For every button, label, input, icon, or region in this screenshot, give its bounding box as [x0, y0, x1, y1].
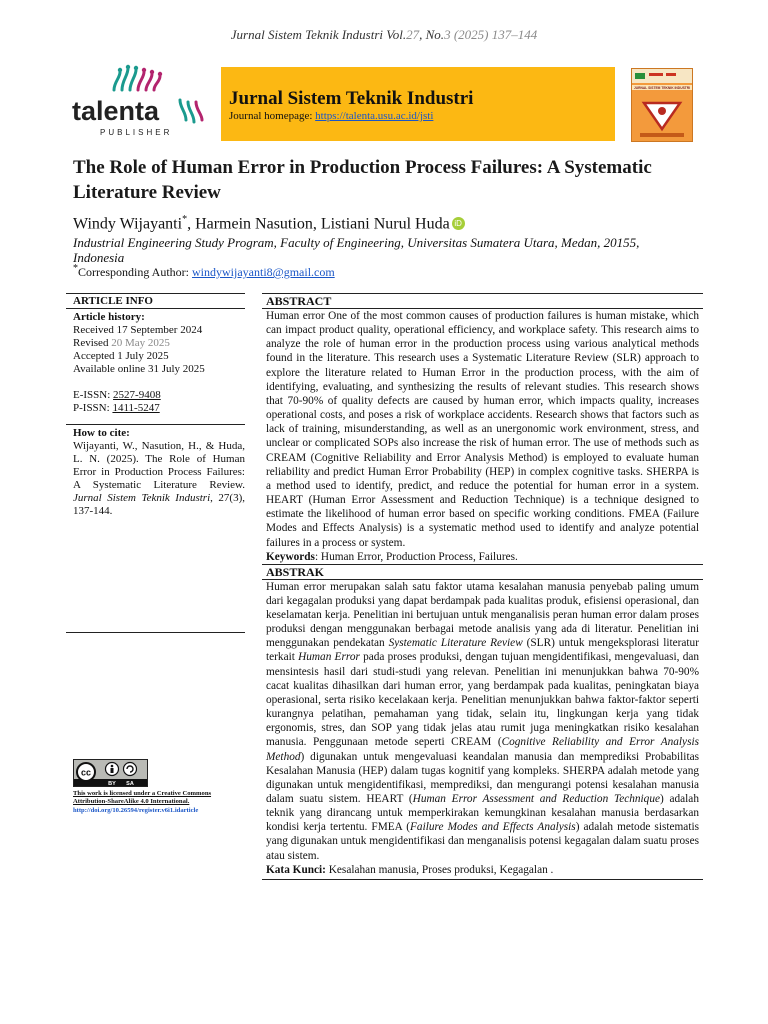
abstrak-keywords: [262, 863, 703, 877]
cite-tail: , 27(3), 137-144.: [73, 492, 246, 517]
running-head-pages: 137–144: [491, 27, 538, 42]
accepted-date: Accepted 1 July 2025: [73, 350, 169, 362]
abstract-heading: ABSTRACT: [266, 294, 332, 308]
cite-text: Wijayanti, W., Nasution, H., & Huda, L. N. (2025). The Role of Human Error in Production Process Failures: A Systematic Literature Review.: [73, 440, 245, 491]
running-head-volume: 27: [406, 27, 420, 42]
divider: [262, 879, 703, 880]
abstrak-italic: Human Error: [298, 651, 360, 664]
doi-link[interactable]: http://doi.org/10.26594/register.v6i1.idarticle: [73, 807, 199, 814]
license-block: [73, 759, 243, 815]
revised-value: 20 May 2025: [111, 337, 170, 349]
eissn-label: E-ISSN:: [73, 389, 114, 401]
pissn-label: P-ISSN:: [73, 402, 113, 414]
pissn-link[interactable]: 1411-5247: [112, 402, 160, 414]
cite-heading: How to cite:: [73, 427, 130, 439]
journal-homepage: [229, 110, 433, 122]
abstrak-text: (SLR) untuk mengeksplorasi literatur terkait: [266, 637, 699, 664]
author-list: [73, 214, 465, 233]
eissn: [73, 389, 245, 402]
abstrak-italic: Cognitive Reliability and Error Analysis Method: [266, 736, 699, 763]
author-others: , Harmein Nasution, Listiani Nurul Huda: [187, 215, 450, 233]
journal-cover-thumbnail: [631, 68, 693, 142]
available-date: Available online 31 July 2025: [73, 363, 205, 375]
running-head-issue-label: , No.: [419, 27, 445, 42]
eissn-link[interactable]: 2527-9408: [113, 389, 161, 401]
article-info-column: [66, 293, 245, 518]
cover-banner: JURNAL SISTEM TEKNIK INDUSTRI: [633, 86, 691, 90]
corresponding-label: Corresponding Author:: [78, 265, 192, 279]
abstrak-text: ) digunakan untuk mengevaluasi keandalan manusia dan memprediksi Probabilitas Kesalahan Manusia (HEP) dalam tugas kognitif yang kompleks. SHERPA adalah metode yang digunakan untuk mengidentifikasi, memprediksi, dan mengurangi potensi kesalahan manusia dalam suatu sistem. HEART (: [266, 750, 699, 805]
corresponding-sup: *: [73, 263, 78, 274]
revised-date: [73, 337, 245, 350]
running-head: [0, 27, 768, 43]
article-info-heading: ARTICLE INFO: [73, 295, 153, 307]
abstract-column: [262, 293, 703, 880]
revised-label: Revised: [73, 337, 112, 349]
cc-text: cc: [80, 767, 92, 778]
journal-name: Jurnal Sistem Teknik Industri: [229, 88, 474, 109]
cc-icon: [74, 760, 147, 786]
keywords-label: Keywords: [266, 550, 315, 563]
history-heading: Article history:: [73, 311, 145, 323]
article-title: The Role of Human Error in Production Process Failures: A Systematic Literature Review: [73, 157, 652, 203]
how-to-cite: [66, 425, 245, 518]
kata-kunci-value: Kesalahan manusia, Proses produksi, Kegagalan .: [325, 863, 554, 876]
running-head-year: (2025): [450, 27, 492, 42]
cite-journal: Jurnal Sistem Teknik Industri: [73, 492, 211, 504]
abstrak-italic: Human Error Assessment and Reduction Technique: [412, 793, 660, 805]
orcid-icon[interactable]: iD: [452, 217, 465, 230]
corresponding-mark: *: [182, 214, 188, 225]
abstract-keywords: [262, 550, 703, 564]
abstrak-text: ) adalah metode sistematis yang digunakan untuk mengidentifikasi dan menganalisis potensi kegagalan dalam suatu proses atau sistem.: [266, 821, 699, 862]
running-head-journal: Jurnal Sistem Teknik Industri Vol.: [230, 27, 407, 42]
abstrak-text: pada proses produksi, dengan tujuan mengidentifikasi, mengevaluasi, dan mensintesis hasil dari studi-studi yang relevan. Penelitian ini menunjukkan bahwa 70-90% cacat kualitas dihasilkan dari human error, yang berdampak pada kualitas, peningkatan biaya operasional, serta risiko kecelakaan kerja. Penelitian menunjukkan bahwa faktor-faktor seperti kurangnya pelatihan, pemahaman yang tidak, selain itu, lingkungan kerja yang tidak ergonomis, stres, dan SOP yang tidak jelas atau rumit juga meningkatkan risiko kesalahan manusia. Penggunaan metode seperti CREAM (: [266, 651, 699, 749]
divider: [66, 632, 245, 633]
logo-wordmark: talenta: [72, 96, 160, 126]
corresponding-author: [73, 263, 335, 280]
running-head-issue: 3: [444, 27, 451, 42]
abstrak-italic: Failure Modes and Effects Analysis: [410, 821, 576, 834]
abstrak-heading: ABSTRAK: [266, 564, 325, 579]
cc-by-sa-badge[interactable]: [73, 759, 148, 787]
cc-sa-text: SA: [126, 781, 134, 786]
abstrak-text: ) adalah teknik yang dirancang untuk memperkirakan kemungkinan kesalahan manusia berdasarkan kondisi kerja tertentu. FMEA (: [266, 793, 699, 834]
homepage-label: Journal homepage:: [229, 110, 316, 122]
homepage-link[interactable]: https://talenta.usu.ac.id/jsti: [315, 110, 434, 122]
abstract-body: Human error One of the most common causes of production failures is human mistake, which can impact product quality, operational efficiency, and workplace safety. This research aims to analyze the role of human error in the production process using various analytical methods found in the literature. This research uses a Systematic Literature Review (SLR) approach to explore the literature related to Human Error in the production process, with the aim of identifying, evaluating, and synthesizing the results of relevant studies. This research shows that 70-90% of quality defects are caused by human error, which impacts quality, increases operational costs, and poses a risk of workplace accidents. Research shows that factors such as lack of training, misunderstanding, as well as an unergonomic work environment, stress, and unclear or complicated SOPs also increase the risk of human error. The use of methods such as CREAM (Cognitive Reliability and Error Analysis Method) is employed to evaluate human reliability and predict Human Error Probability (HEP) in complex cognitive tasks. SHERPA is a method used to identify, predict, and reduce the potential for human error in a system. HEART (Human Error Assessment and Reduction Technique) is a technique designed to estimate the likelihood of human error based on specific working conditions. FMEA (Failure Modes and Effects Analysis) is a systematic method used to identify and analyze potential failures in a process or system.: [266, 310, 699, 549]
article-history: [66, 309, 245, 415]
author-affiliation: Industrial Engineering Study Program, Faculty of Engineering, Universitas Sumatera Utara, Medan, 20155, Indonesia: [73, 235, 640, 265]
keywords-value: : Human Error, Production Process, Failures.: [314, 550, 518, 563]
journal-banner: [221, 67, 615, 141]
abstrak-body: [262, 580, 703, 863]
logo-subtitle: PUBLISHER: [100, 128, 173, 137]
kata-kunci-label: Kata Kunci:: [266, 863, 326, 876]
pissn: [73, 402, 245, 415]
talenta-publisher-logo: [70, 64, 210, 140]
abstrak-text: Human error merupakan salah satu faktor utama kesalahan manusia penyebab paling umum dari kegagalan produksi yang dapat berdampak pada kualitas produk, efisiensi operasional, dan keselamatan kerja. Penelitian ini bertujuan untuk menganalisis peran human error dalam proses produksi dengan menggunakan berbagai metode analisis yang ada di literatur. Penelitian ini menggunakan pendekatan: [266, 580, 699, 650]
cover-art: [632, 69, 692, 141]
corresponding-email-link[interactable]: windywijayanti8@gmail.com: [192, 265, 335, 279]
author-first: Windy Wijayanti: [73, 215, 183, 233]
received-date: Received 17 September 2024: [73, 324, 203, 336]
abstrak-italic: Systematic Literature Review: [388, 637, 523, 650]
cc-by-text: BY: [108, 781, 116, 786]
license-text: [73, 790, 243, 806]
license-link[interactable]: This work is licensed under a Creative Commons Attribution-ShareAlike 4.0 International.: [73, 790, 212, 805]
